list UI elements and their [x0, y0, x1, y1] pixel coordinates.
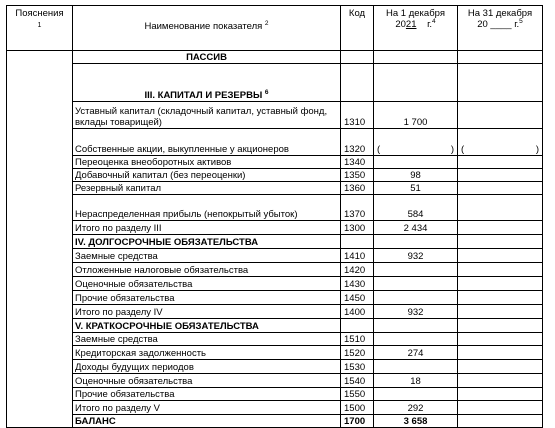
notes-cell	[7, 235, 73, 249]
table-row	[7, 51, 543, 64]
code-cell: 1540	[341, 374, 374, 388]
value-cell-period-1: 274	[374, 346, 458, 360]
value-cell-period-2	[458, 169, 543, 182]
value-cell-period-2	[458, 182, 543, 195]
code-cell: 1430	[341, 277, 374, 291]
code-cell: 1450	[341, 291, 374, 305]
value-cell-period-1	[374, 360, 458, 374]
value-cell-period-1: 3 658	[374, 415, 458, 428]
notes-cell	[7, 319, 73, 333]
notes-cell	[7, 102, 73, 129]
value-cell-period-1: 932	[374, 305, 458, 319]
value-cell-period-2	[458, 51, 543, 64]
indicator-name-cell: Доходы будущих периодов	[73, 360, 341, 374]
table-row	[7, 235, 543, 249]
code-cell	[341, 319, 374, 333]
value-cell-period-1	[374, 235, 458, 249]
value-cell-period-1	[374, 64, 458, 102]
code-cell: 1400	[341, 305, 374, 319]
notes-cell	[7, 388, 73, 401]
notes-cell	[7, 277, 73, 291]
value-cell-period-1	[374, 291, 458, 305]
indicator-name-cell: Собственные акции, выкупленные у акционеров	[73, 129, 341, 156]
table-row	[7, 249, 543, 263]
code-cell: 1510	[341, 333, 374, 346]
value-cell-period-2	[458, 277, 543, 291]
header-period-1: На 1 декабря 2021 г.$^4$	[374, 6, 458, 51]
notes-cell	[7, 129, 73, 156]
indicator-name-cell: Переоценка внеоборотных активов	[73, 156, 341, 169]
indicator-name-cell: Отложенные налоговые обязательства	[73, 263, 341, 277]
table-row	[7, 291, 543, 305]
notes-cell	[7, 182, 73, 195]
notes-cell	[7, 221, 73, 235]
value-cell-period-2	[458, 305, 543, 319]
value-cell-period-2	[458, 221, 543, 235]
code-cell	[341, 51, 374, 64]
table-row	[7, 64, 543, 102]
notes-cell	[7, 360, 73, 374]
table-row	[7, 374, 543, 388]
value-cell-period-2	[458, 64, 543, 102]
notes-cell	[7, 374, 73, 388]
value-cell-period-1	[374, 51, 458, 64]
indicator-name-cell: БАЛАНС	[73, 415, 341, 428]
notes-cell	[7, 346, 73, 360]
value-cell-period-2	[458, 374, 543, 388]
code-cell: 1300	[341, 221, 374, 235]
indicator-name-cell: Кредиторская задолженность	[73, 346, 341, 360]
value-cell-period-1	[374, 263, 458, 277]
indicator-name-cell: Итого по разделу III	[73, 221, 341, 235]
table-header-row	[7, 6, 543, 51]
table-row	[7, 360, 543, 374]
indicator-name-cell: Резервный капитал	[73, 182, 341, 195]
value-cell-period-1: 292	[374, 401, 458, 415]
notes-cell	[7, 263, 73, 277]
value-cell-period-1	[374, 319, 458, 333]
indicator-name-cell: Заемные средства	[73, 333, 341, 346]
code-cell: 1360	[341, 182, 374, 195]
indicator-name-cell: Оценочные обязательства	[73, 374, 341, 388]
table-row	[7, 263, 543, 277]
table-row	[7, 305, 543, 319]
indicator-name-cell: Заемные средства	[73, 249, 341, 263]
value-cell-period-1	[374, 156, 458, 169]
code-cell: 1700	[341, 415, 374, 428]
code-cell: 1320	[341, 129, 374, 156]
value-cell-period-2	[458, 346, 543, 360]
value-cell-period-1	[374, 277, 458, 291]
indicator-name-cell: Нераспределенная прибыль (непокрытый убыток)	[73, 195, 341, 221]
table-row	[7, 156, 543, 169]
table-row	[7, 102, 543, 129]
notes-cell	[7, 401, 73, 415]
value-cell-period-2	[458, 263, 543, 277]
notes-cell	[7, 51, 73, 64]
table-row	[7, 195, 543, 221]
table-row	[7, 169, 543, 182]
value-cell-period-2	[458, 235, 543, 249]
notes-cell	[7, 156, 73, 169]
indicator-name-cell: Итого по разделу V	[73, 401, 341, 415]
notes-cell	[7, 195, 73, 221]
code-cell: 1500	[341, 401, 374, 415]
code-cell: 1310	[341, 102, 374, 129]
table-row	[7, 415, 543, 428]
value-cell-period-2	[458, 333, 543, 346]
code-cell	[341, 64, 374, 102]
header-code: Код	[341, 6, 374, 51]
value-cell-period-1: 932	[374, 249, 458, 263]
value-cell-period-2	[458, 319, 543, 333]
value-cell-period-1: 98	[374, 169, 458, 182]
notes-cell	[7, 415, 73, 428]
notes-cell	[7, 169, 73, 182]
indicator-name-cell: Итого по разделу IV	[73, 305, 341, 319]
code-cell: 1420	[341, 263, 374, 277]
code-cell: 1530	[341, 360, 374, 374]
value-cell-period-2	[458, 102, 543, 129]
table-row	[7, 319, 543, 333]
table-row	[7, 388, 543, 401]
value-cell-period-2	[458, 388, 543, 401]
notes-cell	[7, 64, 73, 102]
value-cell-period-2: ( )	[458, 129, 543, 156]
header-period-2: На 31 декабря 20 ____ г.$^5$	[458, 6, 543, 51]
table-row	[7, 182, 543, 195]
indicator-name-cell: Добавочный капитал (без переоценки)	[73, 169, 341, 182]
code-cell: 1340	[341, 156, 374, 169]
code-cell	[341, 235, 374, 249]
indicator-name-cell: ПАССИВ	[73, 51, 341, 64]
indicator-name-cell: Уставный капитал (складочный капитал, уставный фонд, вклады товарищей)	[73, 102, 341, 129]
table-row	[7, 129, 543, 156]
value-cell-period-1: 1 700	[374, 102, 458, 129]
value-cell-period-1: ( )	[374, 129, 458, 156]
header-indicator-name: Наименование показателя $^2$	[73, 6, 341, 51]
table-row	[7, 277, 543, 291]
table-row	[7, 333, 543, 346]
code-cell: 1550	[341, 388, 374, 401]
balance-table	[6, 5, 543, 428]
indicator-name-cell: IV. ДОЛГОСРОЧНЫЕ ОБЯЗАТЕЛЬСТВА	[73, 235, 341, 249]
value-cell-period-1: 51	[374, 182, 458, 195]
table-row	[7, 346, 543, 360]
value-cell-period-1	[374, 388, 458, 401]
value-cell-period-1: 18	[374, 374, 458, 388]
value-cell-period-2	[458, 249, 543, 263]
indicator-name-cell: V. КРАТКОСРОЧНЫЕ ОБЯЗАТЕЛЬСТВА	[73, 319, 341, 333]
table-body	[7, 51, 543, 428]
table-row	[7, 401, 543, 415]
code-cell: 1350	[341, 169, 374, 182]
indicator-name-cell: III. КАПИТАЛ И РЕЗЕРВЫ $^6$	[73, 64, 341, 102]
value-cell-period-2	[458, 195, 543, 221]
indicator-name-cell: Оценочные обязательства	[73, 277, 341, 291]
table-row	[7, 221, 543, 235]
code-cell: 1370	[341, 195, 374, 221]
header-notes: Пояснения 1	[7, 6, 73, 51]
notes-cell	[7, 291, 73, 305]
code-cell: 1520	[341, 346, 374, 360]
value-cell-period-1: 584	[374, 195, 458, 221]
value-cell-period-2	[458, 291, 543, 305]
indicator-name-cell: Прочие обязательства	[73, 291, 341, 305]
value-cell-period-1: 2 434	[374, 221, 458, 235]
value-cell-period-2	[458, 401, 543, 415]
notes-cell	[7, 305, 73, 319]
indicator-name-cell: Прочие обязательства	[73, 388, 341, 401]
value-cell-period-2	[458, 156, 543, 169]
notes-cell	[7, 249, 73, 263]
notes-cell	[7, 333, 73, 346]
value-cell-period-2	[458, 415, 543, 428]
value-cell-period-2	[458, 360, 543, 374]
value-cell-period-1	[374, 333, 458, 346]
code-cell: 1410	[341, 249, 374, 263]
